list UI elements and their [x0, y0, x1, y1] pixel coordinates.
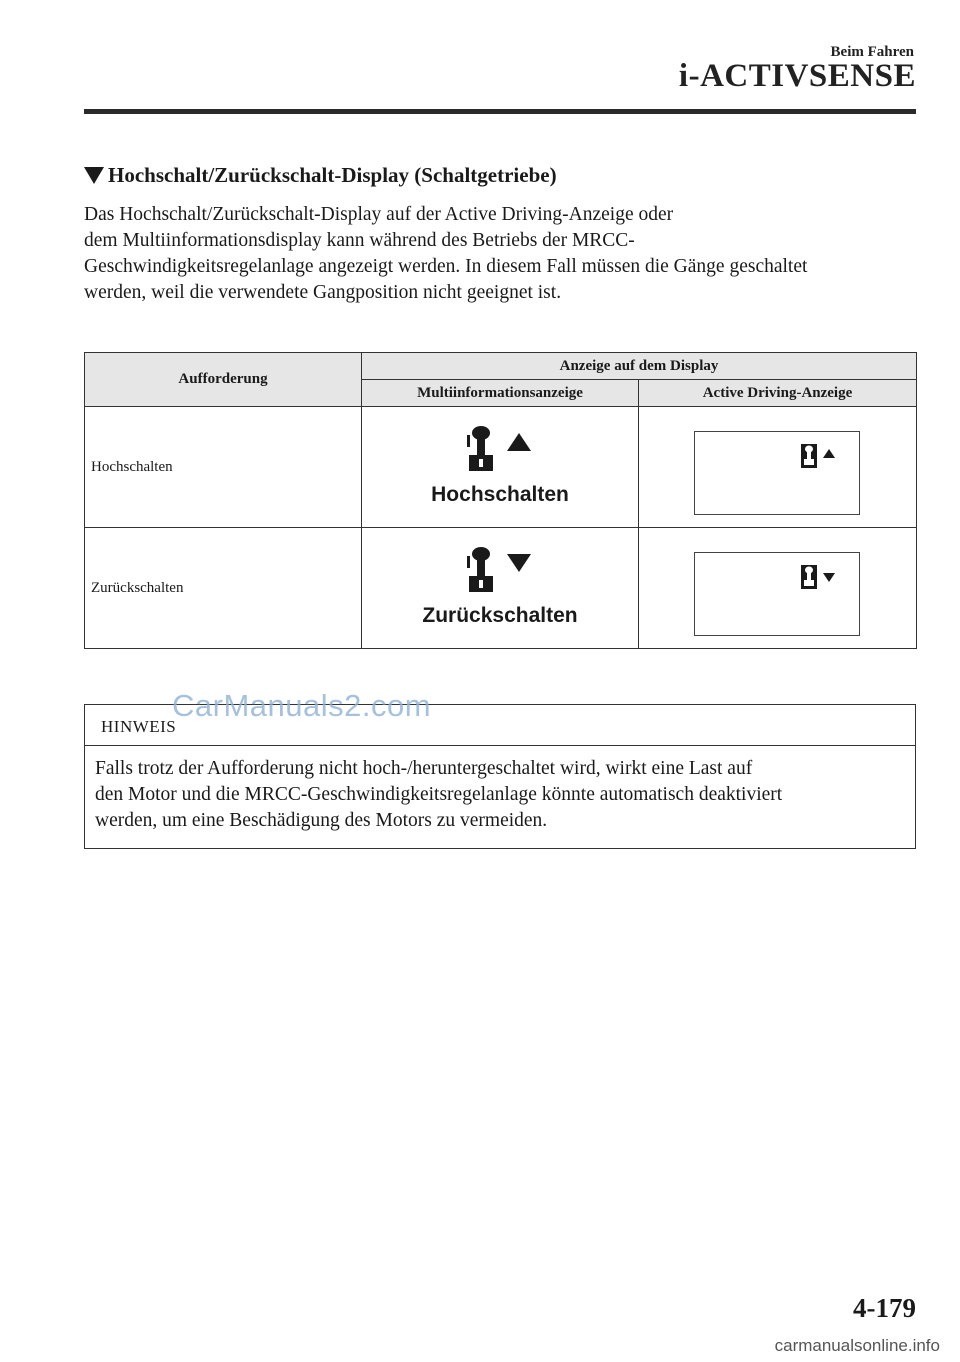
note-heading: HINWEIS [85, 705, 915, 746]
note-line: werden, um eine Beschädigung des Motors zu vermeiden. [95, 810, 548, 831]
gear-shift-up-icon [467, 425, 537, 473]
body-line: dem Multiinformationsdisplay kann während des Betriebs der MRCC- [84, 230, 635, 251]
row-label-upshift: Hochschalten [85, 407, 362, 528]
note-line: den Motor und die MRCC-Geschwindigkeitsregelanlage könnte automatisch deaktiviert [95, 784, 783, 805]
section-heading [84, 163, 557, 188]
multi-info-cell-upshift [362, 407, 639, 528]
shift-display-table [84, 352, 917, 649]
note-body [85, 746, 915, 834]
note-line: Falls trotz der Aufforderung nicht hoch-/heruntergeschaltet wird, wirkt eine Last auf [95, 758, 753, 779]
active-driving-frame [694, 552, 860, 636]
section-body [84, 202, 924, 306]
table-header-multi-info: Multiinformationsanzeige [362, 380, 639, 407]
page-header-title: i-ACTIVSENSE [678, 58, 916, 94]
page-number: 4-179 [853, 1293, 916, 1323]
footer-watermark: carmanualsonline.info [774, 1336, 940, 1355]
row-label-downshift: Zurückschalten [85, 528, 362, 649]
multi-info-cell-downshift [362, 528, 639, 649]
gear-shift-up-icon [801, 444, 841, 468]
active-driving-frame [694, 431, 860, 515]
active-driving-cell-downshift [639, 528, 917, 649]
table-header-request: Aufforderung [85, 353, 362, 407]
multi-info-label-upshift: Hochschalten [431, 483, 569, 506]
header-rule [84, 109, 916, 114]
gear-shift-down-icon [467, 546, 537, 594]
watermark: CarManuals2.com [172, 688, 432, 723]
active-driving-cell-upshift [639, 407, 917, 528]
body-line: Geschwindigkeitsregelanlage angezeigt werden. In diesem Fall müssen die Gänge geschaltet [84, 256, 808, 277]
table-row [85, 407, 917, 528]
table-header-display-group: Anzeige auf dem Display [362, 353, 917, 380]
multi-info-label-downshift: Zurückschalten [422, 604, 578, 627]
chapter-label: Beim Fahren [830, 44, 914, 60]
gear-shift-down-icon [801, 565, 841, 589]
section-heading-text: Hochschalt/Zurückschalt-Display (Schaltgetriebe) [108, 163, 557, 187]
body-line: Das Hochschalt/Zurückschalt-Display auf der Active Driving-Anzeige oder [84, 204, 674, 225]
note-box [84, 704, 916, 849]
table-header-active-driving: Active Driving-Anzeige [639, 380, 917, 407]
table-row [85, 528, 917, 649]
triangle-bullet-icon [84, 167, 104, 184]
body-line: werden, weil die verwendete Gangposition nicht geeignet ist. [84, 282, 562, 303]
